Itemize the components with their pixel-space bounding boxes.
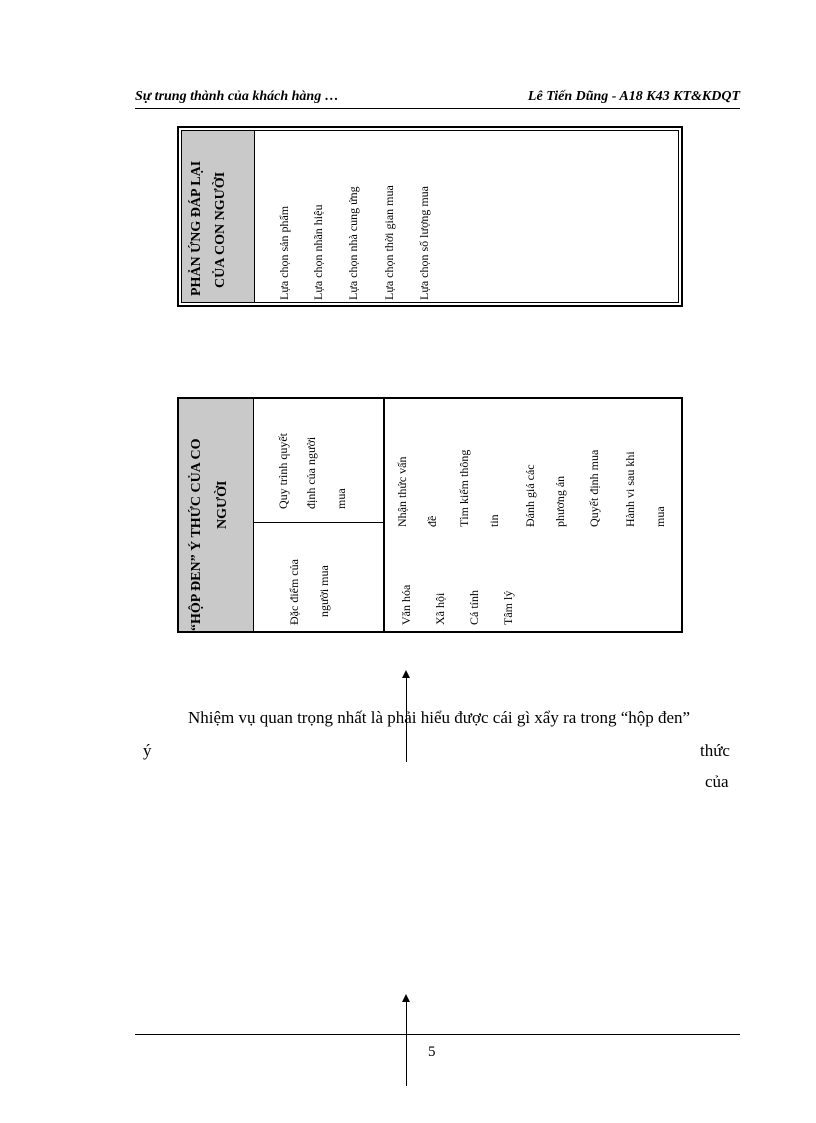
response-title-line1: PHẢN ỨNG ĐÁP LẠI <box>189 160 204 296</box>
body-word: thức <box>700 741 730 760</box>
characteristic-item: Tâm lý <box>501 590 515 625</box>
process-item: tin <box>487 514 501 527</box>
characteristic-item: Xã hội <box>433 592 447 625</box>
characteristics-header-line1: Đặc điểm của <box>287 559 301 625</box>
response-item: Lựa chọn số lượng mua <box>417 186 431 300</box>
process-item: phương án <box>553 475 567 527</box>
blackbox-title-line2: NGƯỜI <box>215 480 230 529</box>
page-number: 5 <box>428 1044 436 1060</box>
response-item: Lựa chọn nhãn hiệu <box>311 204 325 300</box>
response-item: Lựa chọn sản phẩm <box>277 205 291 300</box>
blackbox-header-divider <box>253 522 383 523</box>
characteristic-item: Văn hóa <box>399 584 413 625</box>
response-item: Lựa chọn thời gian mua <box>382 185 396 300</box>
arrow-shaft <box>406 1000 407 1086</box>
process-header-line3: mua <box>334 488 348 509</box>
process-item: mua <box>653 506 667 527</box>
characteristics-header-line2: người mua <box>317 565 331 617</box>
header-document-title: Sự trung thành của khách hàng … <box>135 89 339 104</box>
response-item: Lựa chọn nhà cung ứng <box>346 186 360 300</box>
process-item: Tìm kiếm thông <box>457 449 471 527</box>
blackbox-column-divider <box>383 399 385 631</box>
header-divider <box>135 108 740 109</box>
process-item: Quyết định mua <box>587 449 601 527</box>
characteristic-item: Cá tính <box>467 590 481 625</box>
header-author: Lê Tiến Dũng - A18 K43 KT&KDQT <box>527 89 740 104</box>
response-box <box>177 126 683 307</box>
response-title-line2: CỦA CON NGƯỜI <box>213 171 228 288</box>
process-item: đề <box>425 515 439 527</box>
blackbox-box <box>177 397 683 633</box>
body-paragraph-line1: Nhiệm vụ quan trọng nhất là phải hiểu được cái gì xẩy ra trong “hộp đen” <box>188 708 691 727</box>
blackbox-title-line1: “HỘP ĐEN” Ý THỨC CỦA CO <box>189 438 204 631</box>
process-header-line2: định của người <box>304 436 318 509</box>
process-item: Đánh giá các <box>523 464 537 527</box>
process-item: Nhận thức vấn <box>395 456 409 527</box>
body-word: ý <box>143 741 152 760</box>
process-item: Hành vi sau khi <box>623 451 637 527</box>
footer-divider <box>135 1034 740 1035</box>
process-header-line1: Quy trình quyết <box>276 433 290 509</box>
body-word: của <box>705 772 729 791</box>
